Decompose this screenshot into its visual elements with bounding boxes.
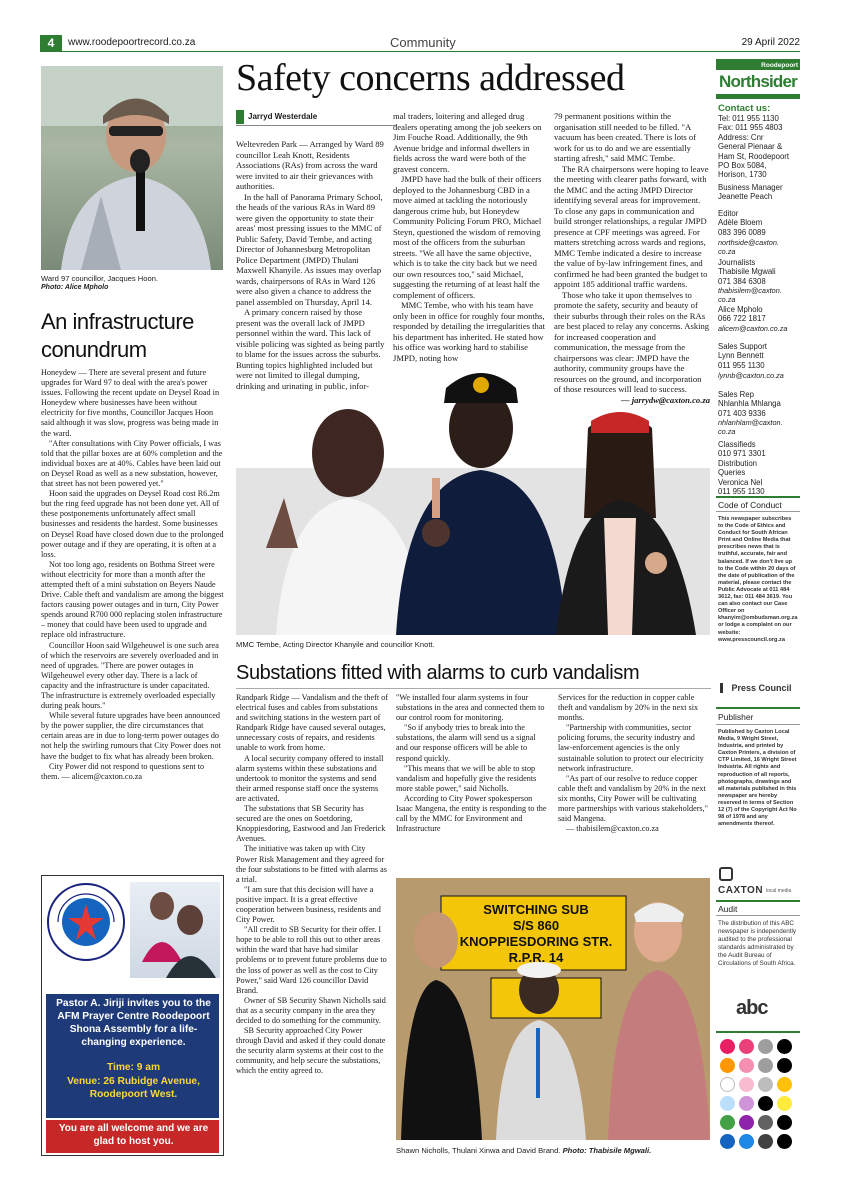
main-signoff[interactable]: — jarrydw@caxton.co.za <box>620 394 710 405</box>
substation-caption <box>396 1146 651 1155</box>
editor-info <box>718 209 800 237</box>
support-line: Lynn Bennett <box>718 351 764 361</box>
church-advert <box>41 875 224 1156</box>
colour-swatch <box>739 1058 754 1073</box>
substations-col1 <box>236 693 388 1077</box>
main-col1-paragraph: A primary concern raised by those present was the overall lack of JMPD personnel within the ward. This lack of visible policing was sighted as being partly to blame for the issues across the suburbs. Bunting topics highlighted included but were not limited to illegal dumping, drinking and urinating in public, infor- <box>236 307 385 391</box>
main-col3-paragraph: The RA chairpersons were hoping to leave the meeting with clearer paths forward, with the MMC and the acting JMPD Director identifying several areas for improvement. To close any gaps in communication and build stronger relationships, a regular JMPD presence at CPF meetings was agreed. For matters stretching across wards and regions, MMC Tembe indicated a desire to increase the value of by-law infringement fines, and confirmed he had been granted the budget to appoint 185 additional traffic wardens. <box>554 163 709 289</box>
substations-rule <box>236 688 711 689</box>
journalist2-email[interactable]: alicem@caxton.co.za <box>718 324 788 333</box>
officials-photo <box>236 358 710 635</box>
classifieds-line: 011 955 1130 <box>718 487 765 497</box>
editor-email-line: co.za <box>718 247 736 257</box>
substation-photo-credit: Photo: Thabisile Mgwali. <box>562 1146 652 1155</box>
councillor-photo <box>41 66 223 270</box>
colour-swatch <box>777 1134 792 1149</box>
sub-col3-paragraph: "As part of our resolve to reduce copper cable theft and vandalism by 20% in the next six months, City Power will be cultivating more partnerships with various stakeholders," said Mangena. <box>558 773 709 824</box>
ad-venue-value: 26 Rubidge Avenue, Roodepoort West. <box>89 1076 200 1100</box>
colour-swatch <box>720 1115 735 1130</box>
sub-col3-paragraph: — thabisilem@caxton.co.za <box>566 824 659 834</box>
contact-line: PO Box 5084, <box>718 161 767 171</box>
caxton-logo-icon <box>719 867 733 881</box>
audit-heading: Audit <box>718 904 738 914</box>
colour-swatch <box>720 1058 735 1073</box>
journalist2-info <box>718 305 800 324</box>
masthead-logo <box>716 59 800 99</box>
main-col3-paragraph: Those who take it upon themselves to promote the safety, security and beauty of their suburbs through their roles on the RAs are best placed to relay any concerns. Asking for increased cooperation and communication, the message from the chairpersons was clear: JMPD have the authority, community groups have the resources on the ground, and incorporation of those resources will lead to success. <box>554 289 710 394</box>
afm-badge-icon <box>46 882 126 962</box>
colour-swatch <box>739 1115 754 1130</box>
sign-line-1: SWITCHING SUB <box>483 902 589 917</box>
colour-calibration-bar <box>720 1039 800 1159</box>
colour-swatch <box>777 1096 792 1111</box>
caxton-subtitle: local media <box>766 888 792 894</box>
page-number: 4 <box>40 35 62 51</box>
byline-rule <box>236 125 396 126</box>
colour-swatch <box>777 1058 792 1073</box>
site-url[interactable]: www.roodepoortrecord.co.za <box>68 37 196 48</box>
colour-swatch <box>720 1039 735 1054</box>
ad-venue <box>48 1075 219 1101</box>
colour-swatch <box>777 1039 792 1054</box>
rep-email-line: co.za <box>718 427 736 437</box>
header-rule <box>40 51 800 52</box>
editor-email-line: northside@caxton. <box>718 238 779 247</box>
bm-line: Business Manager <box>718 183 783 192</box>
colour-swatch <box>739 1134 754 1149</box>
substation-photo <box>396 878 710 1140</box>
journalist1-email-line: co.za <box>718 295 736 305</box>
section-label: Community <box>390 35 456 50</box>
journalist2-line: Alice Mpholo <box>718 305 763 314</box>
pastor-photo <box>130 882 220 978</box>
colour-swatch <box>758 1096 773 1111</box>
infrastructure-paragraph: Honeydew — There are several present and future upgrades for Ward 97 to deal with the area's power issues. Following the recent update on Deysel Road in Honeydew where businesses have been without electricity for five months, Councillor Jacques Hoon said although it was slow, progress was being made in the ward. <box>41 368 220 438</box>
substations-col3 <box>558 693 710 834</box>
sub-col1-paragraph: Owner of SB Security Shawn Nicholls said that as a security company in the area they decided to do something for the community. <box>236 995 386 1025</box>
editor-line: Editor <box>718 209 739 218</box>
classifieds-line: Veronica Nel <box>718 477 763 487</box>
sub-col1-paragraph: A local security company offered to install alarm systems within these substations and undertook to monitor the systems and send their armed response staff once the systems are activated. <box>236 753 384 803</box>
code-heading: Code of Conduct <box>718 500 782 510</box>
colour-swatch <box>720 1134 735 1149</box>
audit-text: The distribution of this ABC newspaper is independently audited to the professional standards administrated by the Audit Bureau of Circulations of South Africa. <box>718 920 797 967</box>
sign-line-2: S/S 860 <box>512 918 560 933</box>
main-col2-paragraph: mal traders, loitering and alleged drug dealers operating among the job seekers on Jim Fouche Road. Additionally, the 9th Avenue bridge and informal dwellers in fields across the ward were both of the gravest concern. <box>393 111 542 174</box>
main-headline: Safety concerns addressed <box>236 57 625 99</box>
colorbar-rule <box>716 1031 800 1033</box>
officials-caption: MMC Tembe, Acting Director Khanyile and councillor Knott. <box>236 640 435 649</box>
contact-line: Tel: 011 955 1130 <box>718 114 779 123</box>
sales-support <box>718 342 800 370</box>
audit-underline <box>716 915 800 916</box>
classifieds-line: Queries <box>718 468 746 478</box>
byline-marker <box>236 110 244 124</box>
councillor-photo-credit: Photo: Alice Mpholo <box>41 284 109 291</box>
journalist2-line: 066 722 1817 <box>718 314 766 324</box>
journalists-info <box>718 258 800 286</box>
rep-line: Nhlanhla Mhlanga <box>718 399 781 409</box>
infrastructure-paragraph: While several future upgrades have been announced by the power supplier, the dire circumstances that certain areas are in due to long-term power outages do not help the swirling rumours that City Power does not have the budget to fix what has already been broken. <box>41 711 221 761</box>
journalist1-email[interactable] <box>718 286 800 305</box>
rep-line: 071 403 9336 <box>718 408 766 418</box>
support-line: 011 955 1130 <box>718 360 765 370</box>
audit-rule <box>716 900 800 902</box>
main-col2-paragraph: JMPD have had the bulk of their officers deployed to the Johannesburg CBD in a move aimed at tackling the notoriously dangerous crime hub, but Honeydew Community Policing Forum PRO, Michael Steyn, questioned the wisdom of removing most of the officers from the suburban streets. "We all have the same objective, which is to take the city back but we need our own resources too," said Michael, suggesting the returning of at least half the complement of officers. <box>393 174 542 300</box>
infrastructure-paragraph: Councillor Hoon said Wilgeheuwel is one such area of which the reservoirs are severely overloaded and in need of upgrades. "There are power outages in Wilgeheuwel every other day. There is a lack of capacity and the infrastructure is under capacitated. The infrastructure is extremely overloaded especially during peak hours." <box>41 640 219 711</box>
masthead-title: Northsider <box>716 70 800 94</box>
contact-line: Fax: 011 955 4803 <box>718 123 783 133</box>
sub-col1-paragraph: Randpark Ridge — Vandalism and the theft of electrical fuses and cables from substations and switching stations in the western part of Randpark Ridge have caused several outages, unnecessary costs of repairs, and residents unable to work from home. <box>236 693 388 753</box>
infrastructure-paragraph: "After consultations with City Power officials, I was told that the pillar boxes are at 60% completion and the individual boxes are at 40%. Cables have been laid out on Deysel Road as well as a new substation, however, that street has not been powered yet." <box>41 438 223 489</box>
ad-time-label: Time: <box>106 1062 134 1073</box>
journalist-line: Thabisile Mgwali <box>718 267 776 277</box>
ad-time <box>48 1061 219 1074</box>
code-rule <box>716 496 800 498</box>
contact-line: Address: Cnr <box>718 132 764 142</box>
substations-headline: Substations fitted with alarms to curb vandalism <box>236 662 640 684</box>
journalist1-email-line: thabisilem@caxton. <box>718 286 782 295</box>
sub-col2-paragraph: "This means that we will be able to stop vandalism and hopefully give the residents more stable power," said Nicholls. <box>396 763 537 793</box>
code-text: This newspaper subscribes to the Code of Ethics and Conduct for South African Print and Online Media that prescribes news that is truthful, accurate, fair and balanced. If we don't live up to the Code within 20 days of the date of publication of the material, please contact the Public Advocate at 011 484 3612, fax: 011 484 3619. You can also contact our Case Officer on khanyim@ombudsman.org.za or lodge a complaint on our website: www.presscouncil.org.za <box>718 516 798 643</box>
councillor-caption: Ward 97 councillor, Jacques Hoon. <box>41 274 159 283</box>
issue-date: 29 April 2022 <box>741 37 800 48</box>
publisher-text: Published by Caxton Local Media, 9 Wright Street, Industria, and printed by Caxton Printers, a division of CTP Limited, 16 Wright Street Industria. All rights and reproduction of all reports, photographs, drawings and all materials published in this newspaper are hereby reserved in terms of Section 12 (7) of the Copyright Act No 98 of 1978 and any amendments thereof. <box>718 729 797 828</box>
editor-email[interactable] <box>718 238 800 257</box>
ad-invitation: Pastor A. Jiriji invites you to the AFM Prayer Centre Roodepoort Shona Assembly for a life-changing experience. <box>56 998 211 1048</box>
editor-line: Adèle Bloem <box>718 218 763 228</box>
journalist-line: 071 384 6308 <box>718 276 766 286</box>
sub-col1-paragraph: The initiative was taken up with City Power Risk Management and they agreed for the four substations to be fitted with alarms as a trial. <box>236 844 387 884</box>
colour-swatch <box>758 1058 773 1073</box>
infrastructure-headline: An infrastructure conundrum <box>41 309 194 362</box>
colour-swatch <box>777 1115 792 1130</box>
rep-email-line: nhlanhlam@caxton. <box>718 418 783 427</box>
publisher-heading: Publisher <box>718 712 754 722</box>
contact-line: Horison, 1730 <box>718 170 767 180</box>
sub-col1-paragraph: "All credit to SB Security for their offer. I hope to be able to roll this out to other areas within the ward that have had similar problems or to prevent future problems due to the loss of power as well as the cost to City Power," said Ward 126 councillor David Brand. <box>236 925 387 995</box>
main-article-col1 <box>236 139 388 391</box>
colour-swatch <box>739 1039 754 1054</box>
sub-col1-paragraph: "I am sure that this decision will have a positive impact. It is a great effective cooperation between business, residents and City Power. <box>236 884 381 925</box>
masthead-small: Roodepoort <box>761 62 798 69</box>
infrastructure-article-body <box>41 368 224 782</box>
contact-line: General Pienaar & <box>718 142 783 152</box>
substations-col2 <box>396 693 548 834</box>
colour-swatch <box>777 1077 792 1092</box>
support-line: Sales Support <box>718 342 767 351</box>
sales-rep <box>718 390 800 418</box>
colour-swatch <box>720 1077 735 1092</box>
classifieds-line: 010 971 3301 <box>718 449 766 459</box>
ad-time-value: 9 am <box>136 1062 161 1073</box>
publisher-underline <box>716 724 800 725</box>
code-underline <box>716 511 800 512</box>
substation-caption-text: Shawn Nicholls, Thulani Xinwa and David Brand. <box>396 1146 561 1155</box>
sub-col3-paragraph: Services for the reduction in copper cable theft and vandalism by 20% in the next six months. <box>558 693 699 723</box>
press-council-logo: Press Council <box>720 683 796 693</box>
ad-welcome: You are all welcome and we are glad to host you. <box>58 1123 209 1147</box>
sub-col2-paragraph: "So if anybody tries to break into the substations, the alarm will send us a signal and our response officers will be able to respond quickly. <box>396 723 536 763</box>
main-col1-paragraph: Weltevreden Park — Arranged by Ward 89 councillor Leah Knott, Residents Associations (RAs) from across the ward were invited to air their grievances with authorities. <box>236 139 384 191</box>
byline: Jarryd Westerdale <box>248 112 318 121</box>
sidebar <box>716 59 800 1159</box>
sub-col2-paragraph: "We installed four alarm systems in four substations in the area and connected them to our control room for monitoring. <box>396 693 545 723</box>
colour-swatch <box>758 1134 773 1149</box>
rep-line: Sales Rep <box>718 390 754 399</box>
classifieds-info <box>718 440 800 496</box>
main-col1-paragraph: In the hall of Panorama Primary School, the heads of the various RAs in Ward 89 were given the opportunity to state their areas' most pressing issues to the MMC of Public Safety, David Tembe, and acting Director of Johannesburg Metropolitan Police Department (JMPD) Thulani Maxwell Khanyile. As issues may overlap wards, chairpersons of RAs in Ward 126 were also given a chance to address the panel assembled on Thursday, April 14. <box>236 191 383 307</box>
colour-swatch <box>758 1115 773 1130</box>
sign-line-3: KNOPPIESDORING STR. <box>459 934 613 949</box>
sign-line-4: R.P.R. 14 <box>508 950 564 965</box>
caxton-logo: CAXTON <box>718 885 764 896</box>
abc-logo: abc <box>736 997 768 1019</box>
sub-col1-paragraph: The substations that SB Security has secured are the ones on Soetdoring, Knoppiesdoring, Eastwood and Jan Frederick Avenues. <box>236 804 386 844</box>
colour-swatch <box>739 1077 754 1092</box>
sub-col1-paragraph: SB Security approached City Power through David and asked if they could donate the security alarm systems at their cost to the community, and help secure the substations, which the entity agreed to. <box>236 1026 386 1076</box>
substation-sign <box>451 902 621 966</box>
infrastructure-paragraph: Hoon said the upgrades on Deysel Road cost R6.2m but the ring feed upgrade has not been done yet. All of these postponements unfortunately affect small businesses and residents the hardest. Some businesses on Deysel Road have closed down due to the prolonged power outage and if they are operating, it is often at a loss. <box>41 489 224 559</box>
sub-col2-paragraph: According to City Power spokesperson Isaac Mangena, the entity is responding to the call by the MMC for Environment and Infrastructure <box>396 793 547 834</box>
ad-venue-label: Venue: <box>67 1076 101 1087</box>
main-article-col2 <box>393 111 547 363</box>
classifieds-line: Classifieds <box>718 440 756 449</box>
colour-swatch <box>758 1077 773 1092</box>
sales-support-email[interactable]: lynnb@caxton.co.za <box>718 371 784 380</box>
sales-rep-email[interactable] <box>718 418 800 437</box>
colour-swatch <box>720 1096 735 1111</box>
classifieds-line: Distribution <box>718 458 757 468</box>
main-col2-paragraph: MMC Tembe, who with his team have only been in office for roughly four months, responded by detailing the irregularities that his department has inherited. He stated how his office was working hard to stabilise JMPD, noting how <box>393 300 546 363</box>
contact-details <box>718 114 800 180</box>
colour-swatch <box>739 1096 754 1111</box>
contact-heading: Contact us: <box>718 103 771 114</box>
sub-col3-paragraph: "Partnership with communities, sector policing forums, the security industry and law-enforcement agencies is the only sustainable solution to protect our electricity network infrastructure. <box>558 723 704 773</box>
main-col3-paragraph: 79 permanent positions within the organisation still needed to be filled. "A vacuum has been created. There is lots of work for us to do and we are essentially starting afresh," said MMC Tembe. <box>554 111 697 163</box>
colour-swatch <box>758 1039 773 1054</box>
editor-line: 083 396 0089 <box>718 227 766 237</box>
contact-line: Ham St, Roodepoort <box>718 151 790 161</box>
business-manager <box>718 183 800 202</box>
publisher-rule <box>716 707 800 709</box>
bm-line: Jeanette Peach <box>718 192 773 202</box>
infrastructure-paragraph: City Power did not respond to questions sent to them. — alicem@caxton.co.za <box>41 761 205 781</box>
infrastructure-paragraph: Not too long ago, residents on Bothma Street were without electricity for more than a month after the attempted theft of a mini substation on Beyers Naude Drive. Cable theft and vandalism are among the biggest factors causing power outages and in turn, City Power spends around R700 000 replacing stolen infrastructure – money that could have been used to upgrade and replace old infrastructure. <box>41 559 224 640</box>
journalist-line: Journalists <box>718 258 756 267</box>
